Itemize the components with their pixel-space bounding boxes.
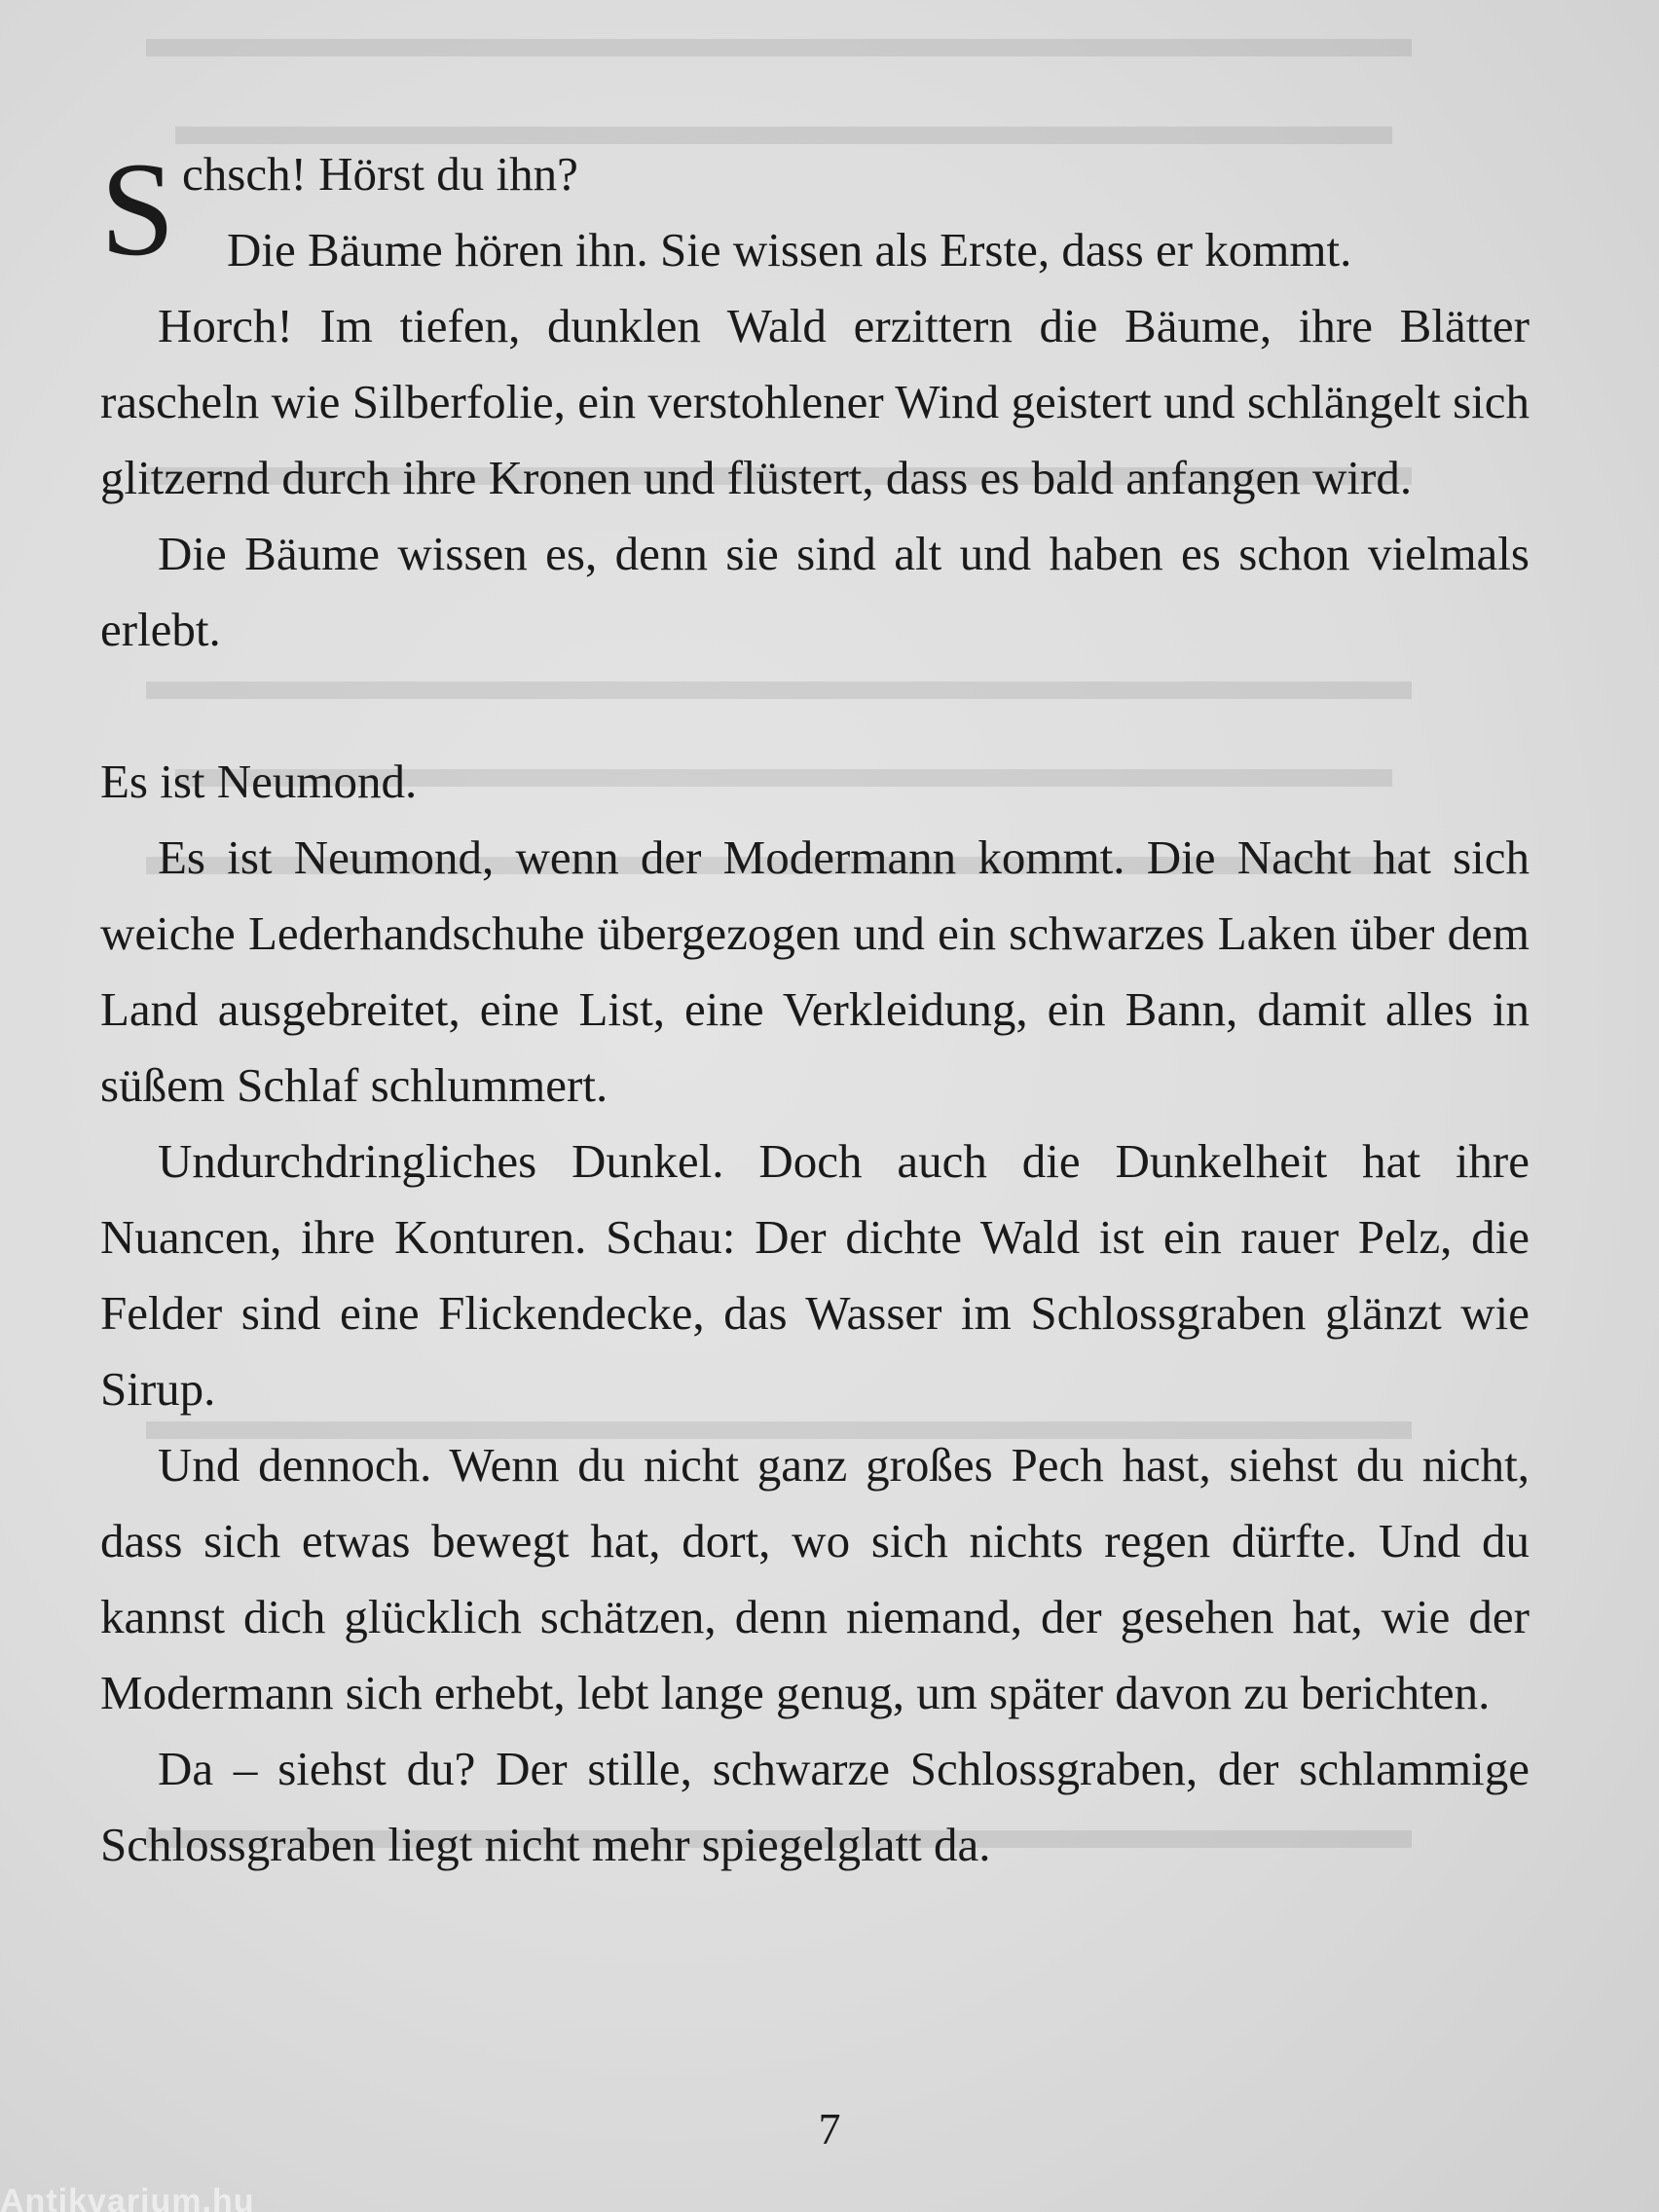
watermark: Antikvarium.hu: [0, 2183, 255, 2212]
paragraph: Und dennoch. Wenn du nicht ganz großes Pech hast, siehst du nicht, dass sich etwas bewegt hat, dort, wo sich nichts regen dürfte. Und du kannst dich glücklich schätzen, denn niemand, der gesehen hat, wie der Modermann sich erhebt, lebt lange genug, um später davon zu berichten.: [100, 1438, 1530, 1719]
paragraph: Da – siehst du? Der stille, schwarze Schlossgraben, der schlammige Schlossgraben liegt nicht mehr spiegelglatt da.: [100, 1742, 1530, 1871]
drop-cap: S: [100, 134, 175, 283]
opening-line: chsch! Hörst du ihn?: [182, 147, 578, 201]
section-opening-line: Es ist Neumond.: [100, 755, 418, 808]
paragraph: Die Bäume wissen es, denn sie sind alt und haben es schon vielmals erlebt.: [100, 527, 1530, 656]
body-text: [100, 136, 1530, 1883]
opening-paragraph: [100, 136, 1530, 288]
section-break: [100, 668, 1530, 744]
paragraph: Undurchdringliches Dunkel. Doch auch die Dunkelheit hat ihre Nuancen, ihre Konturen. Schau: Der dichte Wald ist ein rauer Pelz, die Felder sind eine Flickendecke, das Wasser im Schlossgraben glänzt wie Sirup.: [100, 1134, 1530, 1416]
page-number: 7: [818, 2104, 841, 2154]
paragraph: Es ist Neumond, wenn der Modermann kommt. Die Nacht hat sich weiche Lederhandschuhe übergezogen und ein schwarzes Laken über dem Land ausgebreitet, eine List, eine Verkleidung, ein Bann, damit alles in süßem Schlaf schlummert.: [100, 830, 1530, 1112]
opening-second-line: Die Bäume hören ihn. Sie wissen als Erste, dass er kommt.: [227, 223, 1352, 276]
paragraph: Horch! Im tiefen, dunklen Wald erzittern die Bäume, ihre Blätter rascheln wie Silberfolie, ein verstohlener Wind geistert und schlängelt sich glitzernd durch ihre Kronen und flüstert, dass es bald anfangen wird.: [100, 299, 1530, 504]
